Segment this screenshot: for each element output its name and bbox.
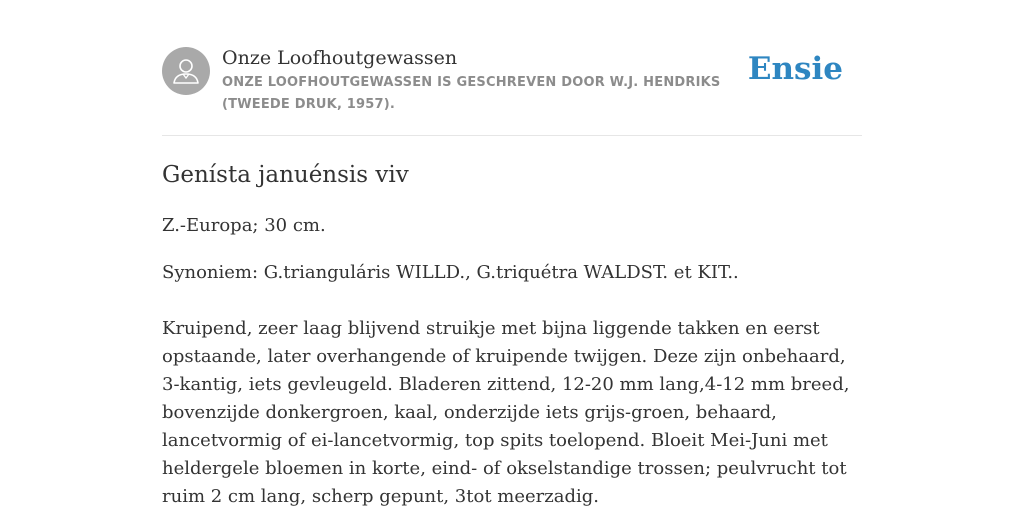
entry-paragraph-description: Kruipend, zeer laag blijvend struikje met bijna liggende takken en eerst opstaande, later overhangende of kruipende twijgen. Deze zijn onbehaard, 3-kantig, iets gevleugeld. Bladeren zittend, 12-20 mm lang,4-12 mm breed, bovenzijde donkergroen, kaal, onderzijde iets grijs-groen, behaard, lancetvormig of ei-lancetvormig, top spits toelopend. Bloeit Mei-Juni met heldergele bloemen in korte, eind- of okselstandige trossen; peulvrucht tot ruim 2 cm lang, scherp gepunt, 3tot meerzadig. bbox=[162, 318, 850, 507]
entry-paragraph-origin: Z.-Europa; 30 cm. bbox=[162, 215, 326, 236]
source-description: ONZE LOOFHOUTGEWASSEN IS GESCHREVEN DOOR W.J. HENDRIKS (TWEEDE DRUK, 1957). bbox=[222, 75, 721, 112]
page bbox=[162, 0, 862, 512]
entry-paragraph-synonyms: Synoniem: G.trianguláris WILLD., G.triquétra WALDST. et KIT.. bbox=[162, 262, 739, 283]
source-avatar[interactable] bbox=[162, 47, 210, 95]
ensie-logo-link[interactable]: Ensie bbox=[747, 51, 843, 87]
user-icon bbox=[162, 47, 210, 95]
source-header bbox=[162, 46, 862, 116]
source-title[interactable]: Onze Loofhoutgewassen bbox=[222, 47, 458, 69]
header-divider bbox=[162, 135, 862, 136]
entry-title: Genísta januénsis viv bbox=[162, 162, 409, 188]
